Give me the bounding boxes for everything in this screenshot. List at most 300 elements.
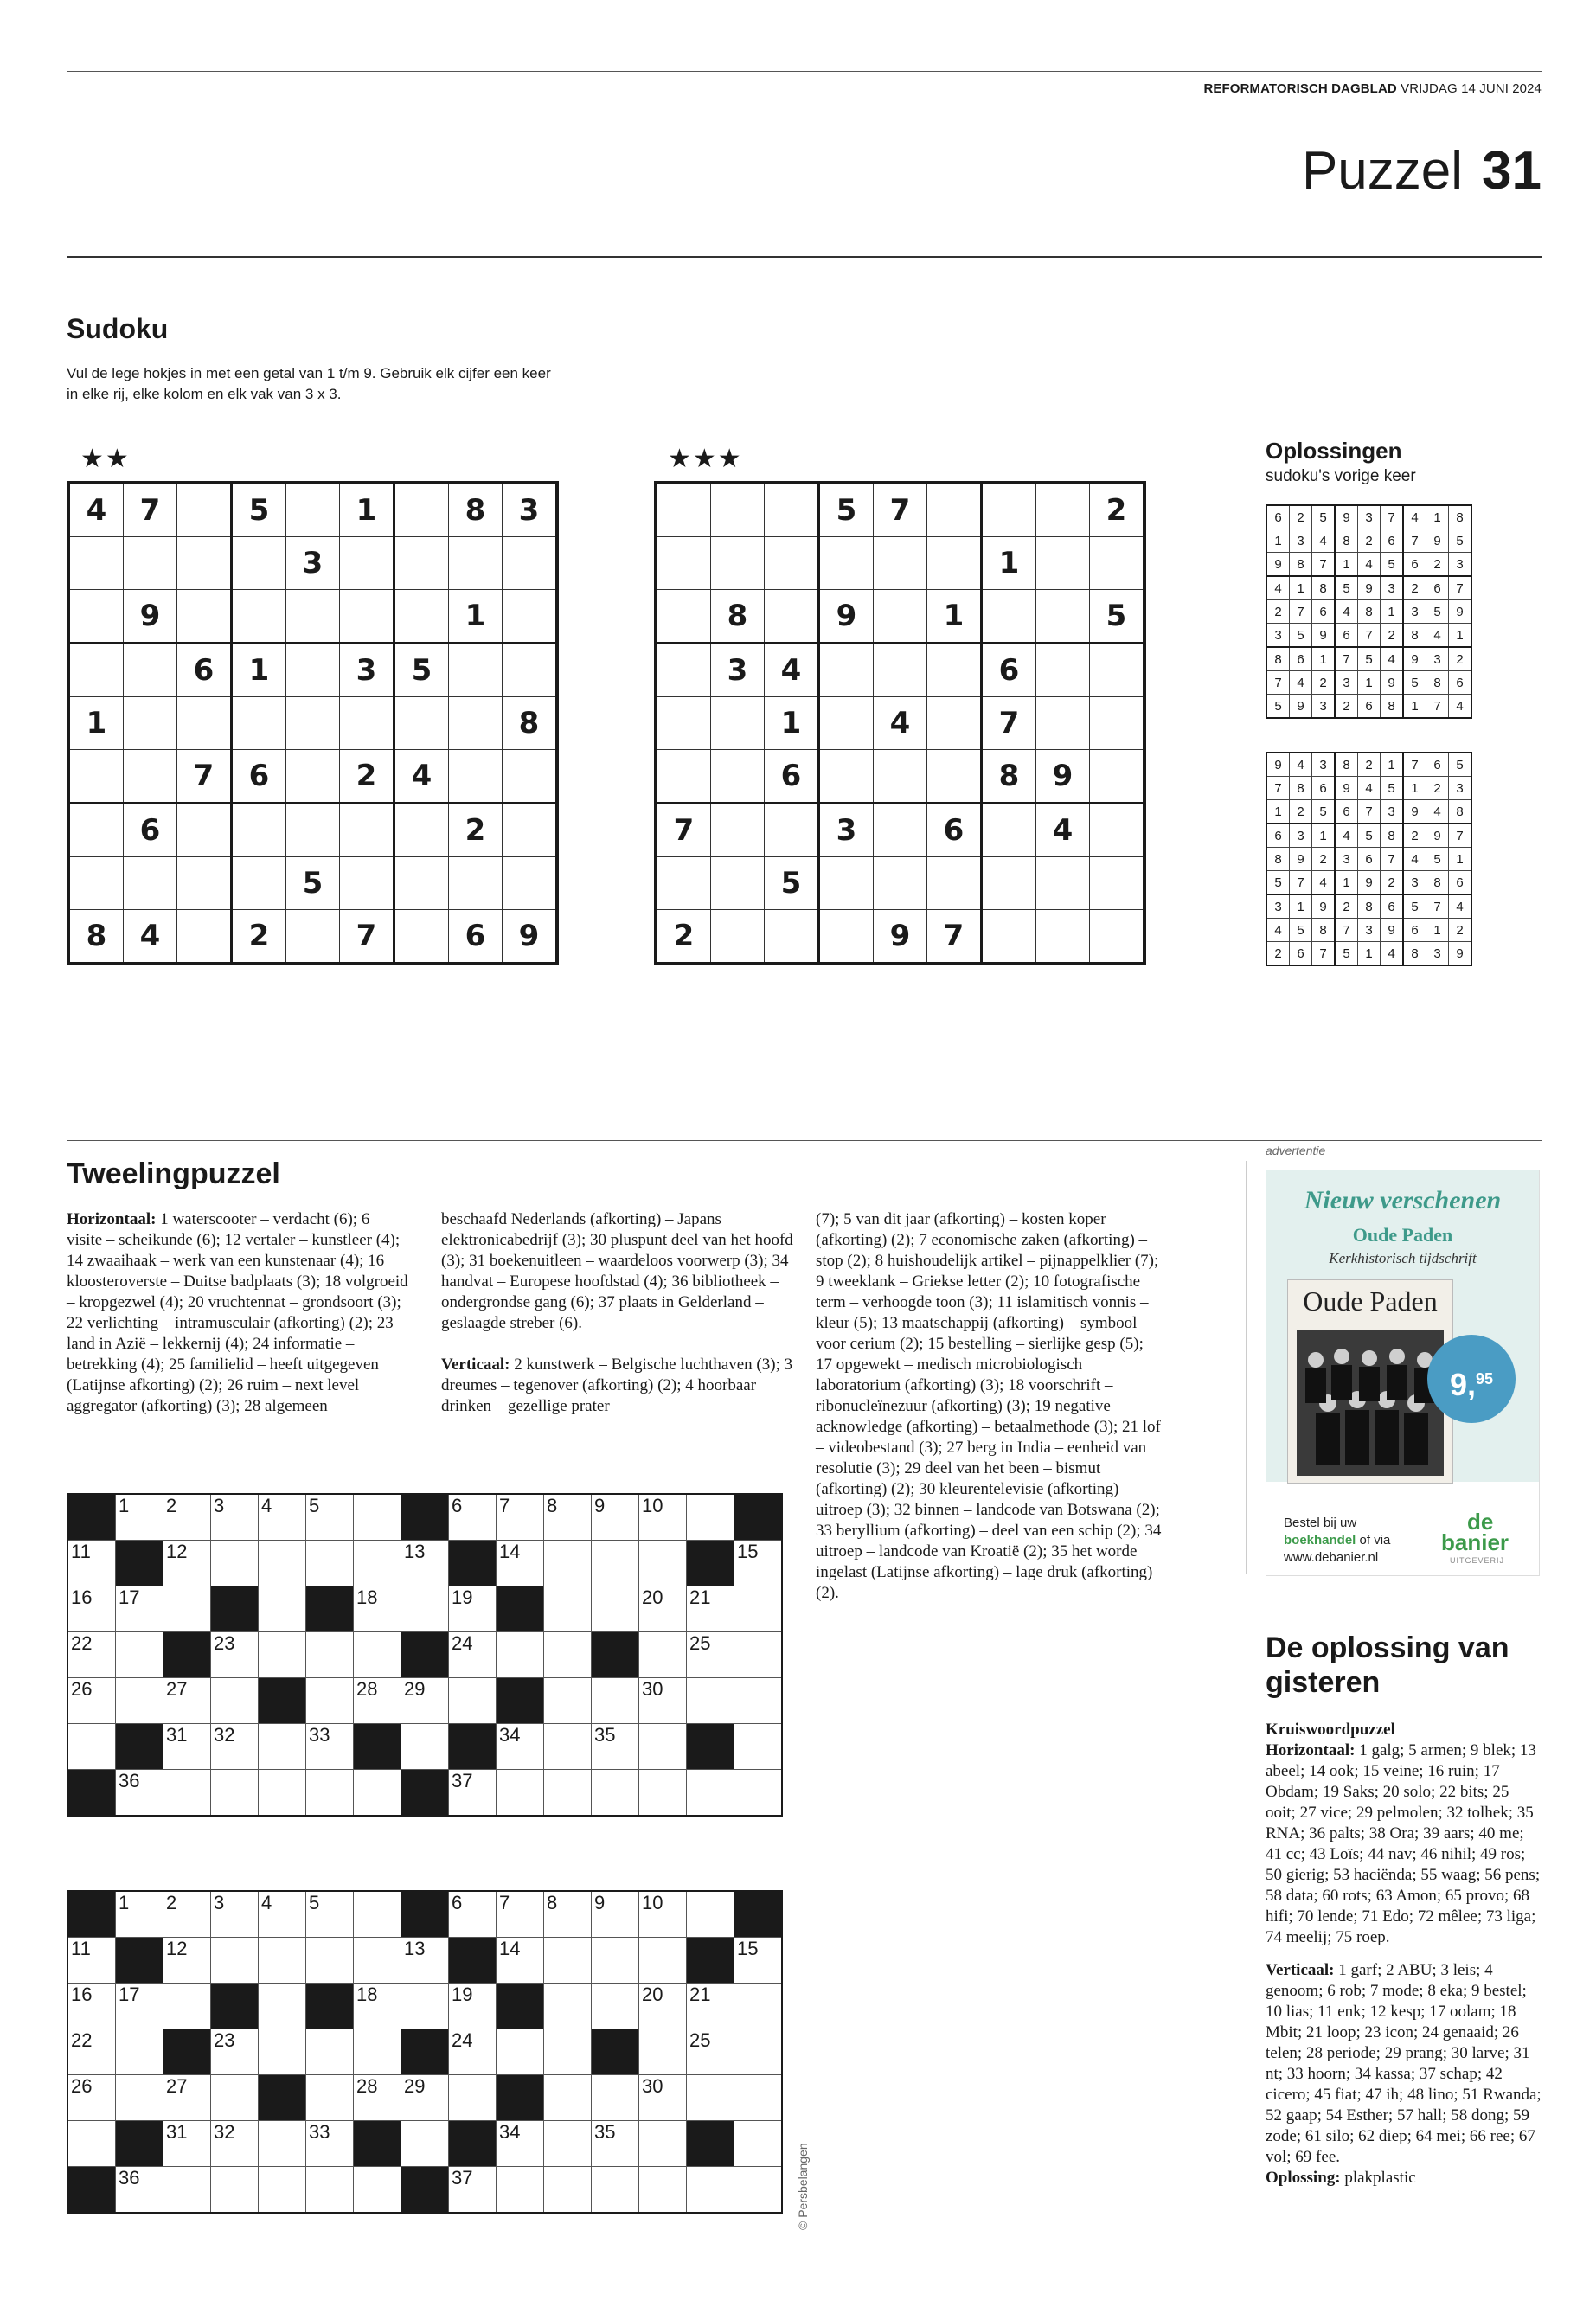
crossword-cell[interactable] [211,1938,259,1984]
crossword-cell[interactable] [734,1541,783,1586]
sudoku-cell[interactable] [1036,697,1090,750]
crossword-cell[interactable] [687,1984,734,2029]
crossword-cell[interactable] [497,1770,544,1817]
clue-number: 9 [594,1495,606,1516]
sudoku-cell[interactable] [711,537,765,590]
crossword-cell[interactable] [449,1494,497,1541]
crossword-cell[interactable] [306,2075,354,2121]
solution-cell: 5 [1449,529,1472,553]
sudoku-cell[interactable] [711,804,765,857]
crossword-cell[interactable] [67,1938,116,1984]
crossword-cell[interactable] [67,1984,116,2029]
crossword-cell[interactable] [163,2075,211,2121]
crossword-cell[interactable] [259,1632,306,1678]
crossword-cell[interactable] [259,2121,306,2167]
sudoku-cell[interactable] [1090,910,1145,965]
sudoku-cell[interactable] [340,537,394,590]
sudoku-cell[interactable] [177,483,232,537]
sudoku-cell[interactable] [765,804,819,857]
crossword-cell[interactable] [211,1632,259,1678]
crossword-cell[interactable] [592,1938,639,1984]
sudoku-cell[interactable] [1036,857,1090,910]
crossword-cell[interactable] [259,1541,306,1586]
crossword-cell[interactable] [639,2075,687,2121]
crossword-cell[interactable] [592,1770,639,1817]
crossword-cell[interactable] [401,1586,449,1632]
sudoku-cell[interactable] [1036,590,1090,644]
crossword-cell[interactable] [592,1541,639,1586]
sudoku-cell[interactable] [449,857,503,910]
sudoku-cell[interactable] [1036,537,1090,590]
crossword-cell[interactable] [734,2075,783,2121]
crossword-cell[interactable] [401,1984,449,2029]
sudoku-cell[interactable] [286,483,340,537]
crossword-cell[interactable] [544,1541,592,1586]
sudoku-cell[interactable] [177,804,232,857]
crossword-cell[interactable] [163,1586,211,1632]
solution-cell: 4 [1312,871,1336,895]
sudoku-cell[interactable] [394,857,449,910]
sudoku-cell[interactable] [340,857,394,910]
crossword-cell[interactable] [449,2167,497,2214]
crossword-cell[interactable] [497,1724,544,1770]
sudoku-cell[interactable] [68,644,124,697]
crossword-cell[interactable] [544,2029,592,2075]
sudoku-cell[interactable] [177,590,232,644]
sudoku-cell[interactable] [765,910,819,965]
crossword-cell[interactable] [67,1632,116,1678]
crossword-cell[interactable] [544,1938,592,1984]
crossword-cell[interactable] [259,1586,306,1632]
sudoku-cell[interactable] [874,590,927,644]
crossword-cell[interactable] [592,2075,639,2121]
sudoku-cell[interactable] [982,590,1036,644]
crossword-cell[interactable] [544,2121,592,2167]
crossword-cell[interactable] [401,2075,449,2121]
solution-cell: 4 [1381,942,1404,966]
sudoku-cell[interactable] [503,537,558,590]
sudoku-cell[interactable] [394,590,449,644]
crossword-cell[interactable] [544,1678,592,1724]
crossword-block [592,2029,639,2075]
crossword-cell[interactable] [639,1770,687,1817]
crossword-cell[interactable] [354,1586,401,1632]
solution-cell-row [1266,505,1471,529]
sudoku-cell[interactable] [819,537,874,590]
crossword-cell[interactable] [116,1891,163,1938]
crossword-cell[interactable] [639,1494,687,1541]
crossword-cell[interactable] [306,1938,354,1984]
sudoku-cell[interactable] [819,697,874,750]
clue-number: 27 [166,1678,188,1700]
sudoku-cell[interactable] [68,857,124,910]
crossword-cell[interactable] [449,1678,497,1724]
sudoku-cell[interactable] [656,590,711,644]
crossword-cell[interactable] [259,1891,306,1938]
sudoku-cell[interactable] [656,537,711,590]
crossword-cell[interactable] [116,1678,163,1724]
sudoku-cell[interactable] [232,537,286,590]
crossword-cell[interactable] [211,1541,259,1586]
crossword-cell[interactable] [306,1891,354,1938]
crossword-cell[interactable] [67,2121,116,2167]
sudoku-cell[interactable] [1090,857,1145,910]
sudoku-cell[interactable] [982,857,1036,910]
crossword-cell[interactable] [497,2121,544,2167]
crossword-cell[interactable] [497,1632,544,1678]
sudoku-cell[interactable] [765,537,819,590]
crossword-cell[interactable] [639,1984,687,2029]
sudoku-cell[interactable] [449,697,503,750]
crossword-cell[interactable] [544,1586,592,1632]
sudoku-cell[interactable] [711,750,765,804]
crossword-cell[interactable] [163,1678,211,1724]
crossword-cell[interactable] [639,1586,687,1632]
sudoku-cell[interactable] [124,857,177,910]
crossword-cell[interactable] [734,1770,783,1817]
sudoku-cell[interactable] [177,910,232,965]
crossword-cell[interactable] [734,1586,783,1632]
crossword-cell[interactable] [592,1984,639,2029]
sudoku-cell[interactable] [232,590,286,644]
crossword-cell[interactable] [592,2167,639,2214]
crossword-cell[interactable] [67,1586,116,1632]
crossword-cell[interactable] [163,2121,211,2167]
crossword-cell[interactable] [687,1632,734,1678]
sudoku-cell[interactable] [68,750,124,804]
sudoku-cell[interactable] [394,483,449,537]
crossword-cell[interactable] [734,1632,783,1678]
crossword-cell[interactable] [116,2029,163,2075]
solution-cell: 4 [1335,600,1358,624]
crossword-cell[interactable] [449,1586,497,1632]
sudoku-cell[interactable] [394,537,449,590]
crossword-cell[interactable] [67,2075,116,2121]
sudoku-cell[interactable] [177,857,232,910]
sudoku-cell: 5 [232,483,286,537]
crossword-cell[interactable] [497,2167,544,2214]
crossword-cell[interactable] [401,1541,449,1586]
crossword-cell[interactable] [734,2121,783,2167]
sudoku-cell[interactable] [819,910,874,965]
crossword-cell[interactable] [449,2029,497,2075]
crossword-cell[interactable] [211,1494,259,1541]
crossword-cell[interactable] [544,1770,592,1817]
crossword-cell[interactable] [354,1770,401,1817]
crossword-cell[interactable] [734,1678,783,1724]
crossword-cell[interactable] [401,2121,449,2167]
crossword-cell[interactable] [639,2167,687,2214]
sudoku-cell[interactable] [874,644,927,697]
sudoku-cell[interactable] [1090,804,1145,857]
crossword-cell[interactable] [259,1724,306,1770]
sudoku-cell[interactable] [711,697,765,750]
sudoku-cell[interactable] [394,697,449,750]
crossword-cell[interactable] [687,1678,734,1724]
sudoku-cell[interactable] [1036,644,1090,697]
crossword-cell[interactable] [306,1724,354,1770]
crossword-cell[interactable] [306,2029,354,2075]
crossword-cell[interactable] [639,1724,687,1770]
sudoku-cell[interactable] [656,750,711,804]
crossword-cell[interactable] [163,1494,211,1541]
crossword-cell[interactable] [449,1770,497,1817]
crossword-cell[interactable] [639,1541,687,1586]
crossword-cell[interactable] [734,2029,783,2075]
crossword-cell[interactable] [259,1494,306,1541]
crossword-cell[interactable] [306,1541,354,1586]
crossword-cell[interactable] [687,1891,734,1938]
sudoku-cell[interactable] [874,750,927,804]
crossword-cell[interactable] [211,1724,259,1770]
crossword-cell[interactable] [687,2029,734,2075]
sudoku-cell[interactable] [286,804,340,857]
crossword-cell[interactable] [306,2121,354,2167]
sudoku-cell[interactable] [449,537,503,590]
sudoku-cell[interactable] [711,857,765,910]
sudoku-cell[interactable] [927,644,982,697]
crossword-cell[interactable] [211,2075,259,2121]
sudoku-cell[interactable] [819,857,874,910]
sudoku-cell[interactable] [340,590,394,644]
sudoku-cell[interactable] [656,857,711,910]
crossword-cell[interactable] [354,2167,401,2214]
crossword-cell[interactable] [592,1678,639,1724]
crossword-cell[interactable] [354,1984,401,2029]
sudoku-cell[interactable] [927,537,982,590]
crossword-cell[interactable] [639,2121,687,2167]
sudoku-cell[interactable] [1090,537,1145,590]
crossword-cell[interactable] [497,1891,544,1938]
crossword-cell[interactable] [592,1494,639,1541]
crossword-cell[interactable] [354,1494,401,1541]
crossword-cell[interactable] [401,1724,449,1770]
solution-cell: 2 [1426,777,1449,800]
crossword-cell[interactable] [116,1586,163,1632]
crossword-cell[interactable] [211,2029,259,2075]
sudoku-cell[interactable] [819,750,874,804]
crossword-cell[interactable] [497,2029,544,2075]
sudoku-cell[interactable] [394,804,449,857]
crossword-cell[interactable] [116,2167,163,2214]
sudoku-cell[interactable] [68,804,124,857]
crossword-cell[interactable] [306,1678,354,1724]
crossword-cell[interactable] [163,1938,211,1984]
sudoku-cell[interactable] [765,590,819,644]
crossword-cell[interactable] [306,1632,354,1678]
sudoku-cell[interactable] [503,804,558,857]
sudoku-cell[interactable] [927,483,982,537]
sudoku-cell[interactable] [449,750,503,804]
crossword-cell[interactable] [639,2029,687,2075]
crossword-cell[interactable] [497,1494,544,1541]
sudoku-cell[interactable] [927,750,982,804]
crossword-cell[interactable] [401,1678,449,1724]
crossword-cell[interactable] [163,2167,211,2214]
horizontal-label: Horizontaal: [67,1210,157,1228]
advertisement[interactable] [1266,1170,1540,1576]
sudoku-cell[interactable] [232,697,286,750]
sudoku-cell[interactable] [982,910,1036,965]
crossword-cell[interactable] [734,1724,783,1770]
sudoku-cell[interactable] [394,910,449,965]
crossword-cell[interactable] [449,1984,497,2029]
crossword-cell[interactable] [354,2029,401,2075]
crossword-cell[interactable] [639,1891,687,1938]
sudoku-cell[interactable] [340,697,394,750]
crossword-cell[interactable] [354,1541,401,1586]
crossword-cell[interactable] [211,2167,259,2214]
crossword-cell[interactable] [592,1724,639,1770]
crossword-cell[interactable] [306,1494,354,1541]
crossword-cell[interactable] [497,1541,544,1586]
crossword-cell[interactable] [687,2167,734,2214]
sudoku-cell[interactable] [124,750,177,804]
sudoku-cell[interactable] [286,644,340,697]
crossword-cell[interactable] [67,1724,116,1770]
solution-cell-row [1266,800,1471,824]
crossword-cell[interactable] [116,1494,163,1541]
sudoku-cell[interactable] [1036,483,1090,537]
sudoku-cell[interactable] [449,644,503,697]
crossword-cell[interactable] [163,1770,211,1817]
sudoku-cell[interactable] [1090,697,1145,750]
sudoku-cell[interactable] [1090,644,1145,697]
crossword-cell[interactable] [639,1632,687,1678]
crossword-cell[interactable] [211,1891,259,1938]
crossword-block [449,1541,497,1586]
crossword-cell[interactable] [449,1632,497,1678]
sudoku-cell[interactable] [232,804,286,857]
clue-number: 2 [166,1495,177,1516]
crossword-cell[interactable] [354,1891,401,1938]
crossword-cell[interactable] [687,2075,734,2121]
crossword-cell[interactable] [116,2075,163,2121]
crossword-cell[interactable] [401,1938,449,1984]
sudoku-cell[interactable] [711,483,765,537]
sudoku-cell[interactable] [503,750,558,804]
crossword-cell[interactable] [544,1724,592,1770]
crossword-cell[interactable] [116,1632,163,1678]
crossword-cell[interactable] [544,1891,592,1938]
sudoku-cell[interactable] [232,857,286,910]
clue-number: 30 [642,1678,663,1700]
crossword-cell[interactable] [687,1586,734,1632]
crossword-cell[interactable] [354,1632,401,1678]
crossword-cell[interactable] [449,1891,497,1938]
crossword-cell[interactable] [211,1770,259,1817]
crossword-cell[interactable] [687,1494,734,1541]
sudoku-cell[interactable] [656,483,711,537]
crossword-cell[interactable] [592,1891,639,1938]
crossword-cell[interactable] [306,1770,354,1817]
crossword-cell[interactable] [544,2167,592,2214]
sudoku-cell: 4 [765,644,819,697]
sudoku-cell[interactable] [286,590,340,644]
crossword-cell[interactable] [163,1984,211,2029]
sudoku-cell[interactable] [68,537,124,590]
crossword-cell[interactable] [259,1984,306,2029]
crossword-cell[interactable] [734,2167,783,2214]
crossword-cell[interactable] [211,1678,259,1724]
crossword-cell[interactable] [163,1891,211,1938]
sudoku-cell[interactable] [711,910,765,965]
crossword-cell[interactable] [734,1938,783,1984]
crossword-cell[interactable] [544,1632,592,1678]
sudoku-cell[interactable] [124,537,177,590]
crossword-cell[interactable] [163,1724,211,1770]
crossword-cell[interactable] [544,1494,592,1541]
crossword-cell[interactable] [592,1586,639,1632]
sudoku-cell[interactable] [874,537,927,590]
sudoku-cell[interactable] [874,804,927,857]
crossword-cell[interactable] [497,1938,544,1984]
crossword-cell[interactable] [544,1984,592,2029]
crossword-cell[interactable] [259,1938,306,1984]
crossword-cell[interactable] [592,2121,639,2167]
crossword-cell[interactable] [354,1938,401,1984]
crossword-cell[interactable] [306,2167,354,2214]
crossword-cell[interactable] [259,1770,306,1817]
solution-cell: 9 [1312,624,1336,648]
crossword-cell[interactable] [259,2029,306,2075]
crossword-cell[interactable] [67,2029,116,2075]
sudoku-cell[interactable] [982,804,1036,857]
crossword-cell[interactable] [639,1678,687,1724]
sudoku-cell[interactable] [503,857,558,910]
sudoku-cell[interactable] [177,537,232,590]
crossword-cell[interactable] [116,1984,163,2029]
sudoku-cell[interactable] [656,697,711,750]
sudoku-cell[interactable] [927,857,982,910]
sudoku-cell[interactable] [286,910,340,965]
crossword-cell[interactable] [354,2075,401,2121]
solution-cell: 6 [1381,529,1404,553]
crossword-cell[interactable] [734,1984,783,2029]
solution-cell: 8 [1426,871,1449,895]
crossword-cell[interactable] [211,2121,259,2167]
sudoku-cell[interactable] [124,697,177,750]
crossword-cell[interactable] [163,1541,211,1586]
crossword-cell[interactable] [259,2167,306,2214]
sudoku-cell[interactable] [340,804,394,857]
sudoku-cell[interactable] [124,644,177,697]
crossword-cell[interactable] [67,1541,116,1586]
sudoku-cell[interactable] [286,697,340,750]
crossword-cell[interactable] [354,1678,401,1724]
sudoku-cell[interactable] [68,590,124,644]
sudoku-cell[interactable] [982,483,1036,537]
crossword-cell[interactable] [449,2075,497,2121]
sudoku-cell[interactable] [503,644,558,697]
order-url-link[interactable]: www.debanier.nl [1284,1550,1379,1565]
sudoku-cell[interactable] [656,644,711,697]
sudoku-cell[interactable] [286,750,340,804]
crossword-cell[interactable] [687,1770,734,1817]
sudoku-cell[interactable] [874,857,927,910]
sudoku-cell[interactable] [1090,750,1145,804]
sudoku-cell[interactable] [177,697,232,750]
crossword-cell[interactable] [544,2075,592,2121]
sudoku-cell[interactable] [765,483,819,537]
sudoku-cell[interactable] [819,644,874,697]
crossword-cell[interactable] [639,1938,687,1984]
sudoku-cell[interactable] [927,697,982,750]
sudoku-cell[interactable] [503,590,558,644]
sudoku-cell[interactable] [1036,910,1090,965]
crossword-cell[interactable] [67,1678,116,1724]
crossword-cell[interactable] [116,1770,163,1817]
